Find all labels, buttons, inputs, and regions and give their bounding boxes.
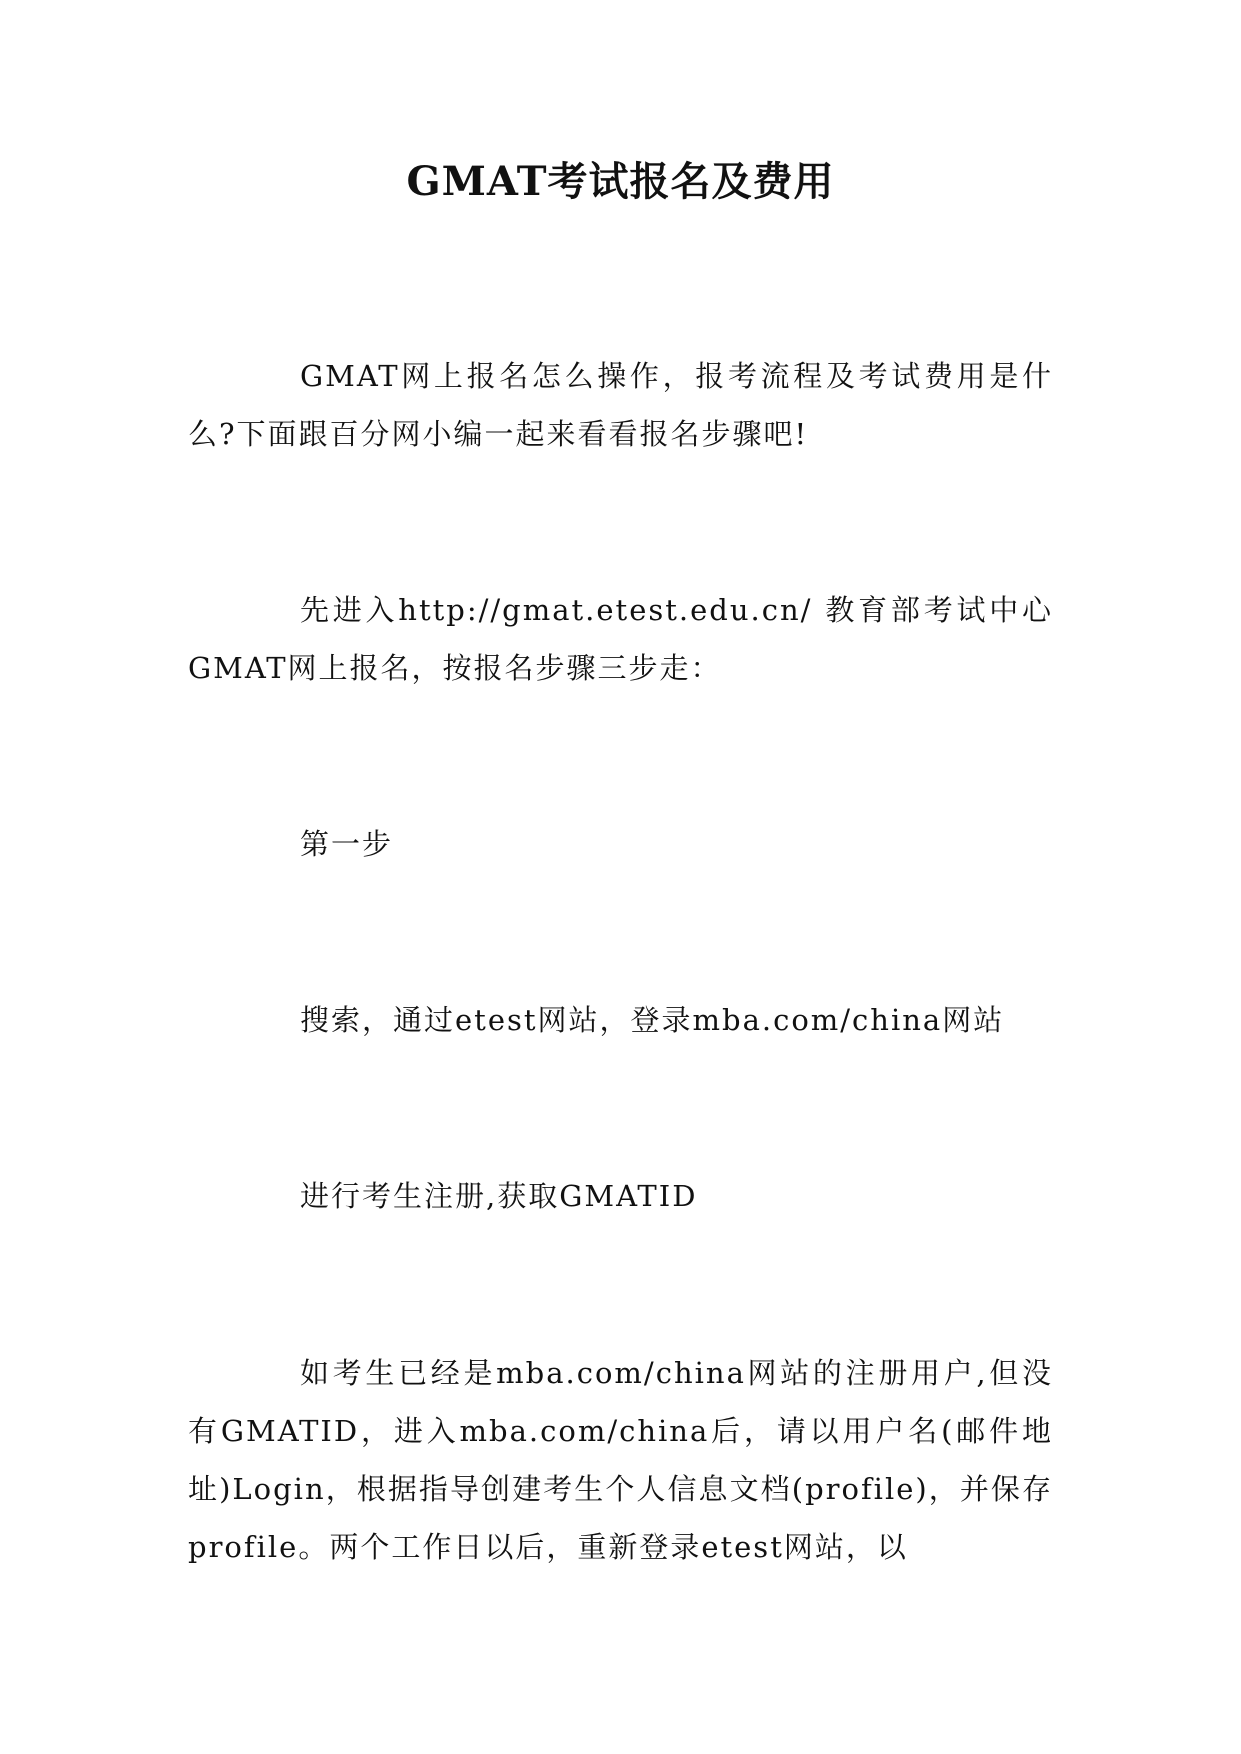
paragraph-existing-user: 如考生已经是mba.com/china网站的注册用户,但没有GMATID，进入mba.com/china后，请以用户名(邮件地址)Login，根据指导创建考生个人信息文档(profile)，并保存profile。两个工作日以后，重新登录etest网站，以 — [188, 1356, 1053, 1564]
paragraph-intro: GMAT网上报名怎么操作，报考流程及考试费用是什么?下面跟百分网小编一起来看看报名步骤吧! — [188, 359, 1053, 451]
paragraph-registration-site: 先进入http://gmat.etest.edu.cn/ 教育部考试中心GMAT网上报名，按报名步骤三步走： — [188, 593, 1053, 685]
paragraph-search-login: 搜索，通过etest网站，登录mba.com/china网站 — [300, 1003, 1005, 1037]
document-title: GMAT考试报名及费用 — [406, 158, 835, 205]
paragraph-register-gmatid: 进行考生注册,获取GMATID — [300, 1179, 698, 1213]
paragraph-step-one-heading: 第一步 — [300, 827, 394, 861]
